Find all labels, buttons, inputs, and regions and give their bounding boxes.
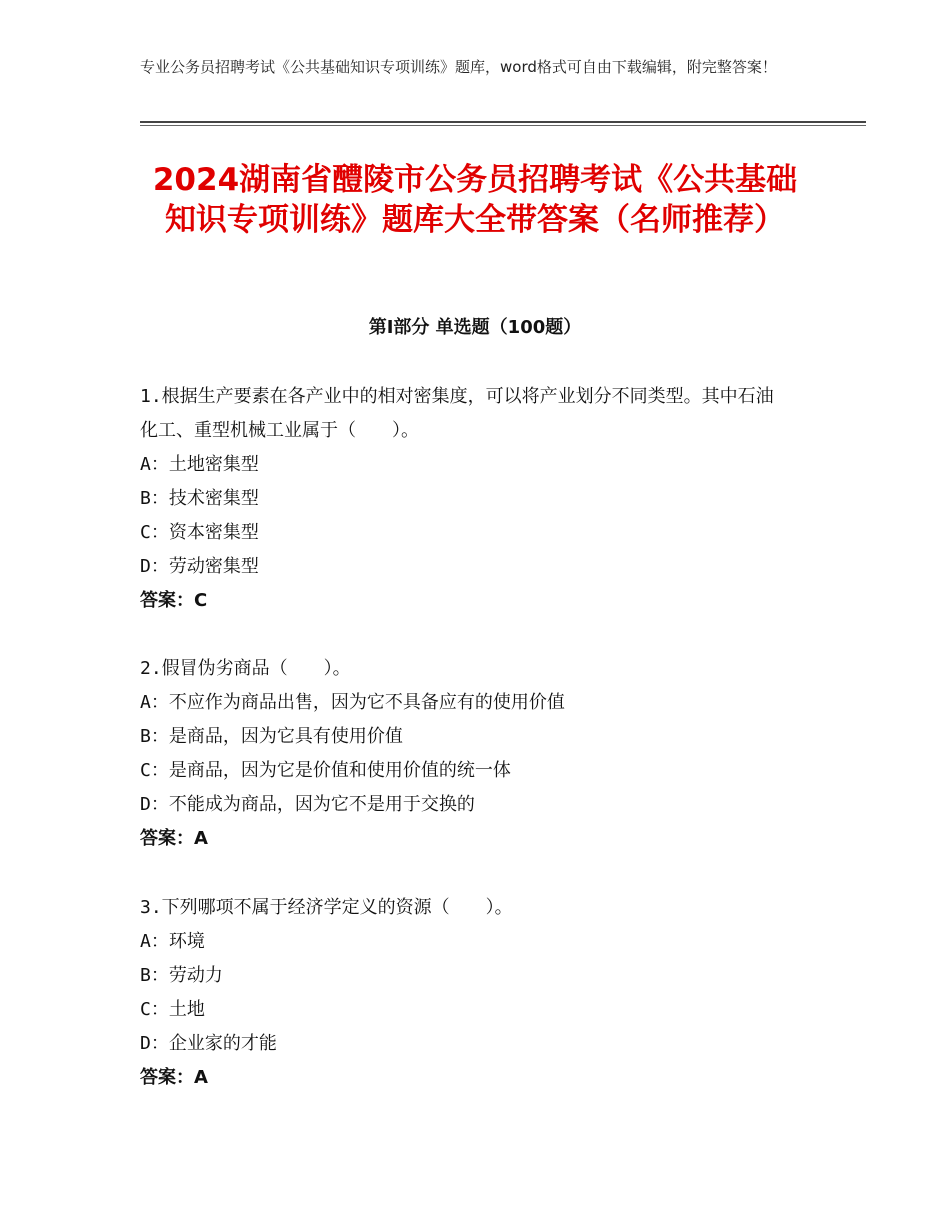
section-title: 第Ⅰ部分 单选题（100题）: [368, 317, 582, 338]
option-d: D：企业家的才能: [140, 1033, 277, 1054]
option-b: B：劳动力: [140, 965, 223, 986]
option-d: D：劳动密集型: [140, 556, 259, 577]
question-2: [140, 652, 790, 856]
question-stem: 3.下列哪项不属于经济学定义的资源（ ）。: [140, 897, 513, 918]
option-c: C：资本密集型: [140, 522, 259, 543]
option-b: B：是商品，因为它具有使用价值: [140, 726, 403, 747]
option-c: C：是商品，因为它是价值和使用价值的统一体: [140, 760, 511, 781]
answer: 答案：A: [140, 828, 208, 849]
option-c: C：土地: [140, 999, 205, 1020]
header-rule-thick: [140, 121, 866, 123]
question-stem: 2.假冒伪劣商品（ ）。: [140, 658, 351, 679]
answer: 答案：A: [140, 1067, 208, 1088]
answer: 答案：C: [140, 590, 208, 611]
document-title: 2024湖南省醴陵市公务员招聘考试《公共基础知识专项训练》题库大全带答案（名师推荐）: [152, 162, 798, 238]
header-note: 专业公务员招聘考试《公共基础知识专项训练》题库，word格式可自由下载编辑，附完整答案！: [140, 58, 777, 76]
option-b: B：技术密集型: [140, 488, 259, 509]
question-stem: 1.根据生产要素在各产业中的相对密集度，可以将产业划分不同类型。其中石油化工、重型机械工业属于（ ）。: [140, 386, 774, 441]
option-a: A：不应作为商品出售，因为它不具备应有的使用价值: [140, 692, 565, 713]
header-rule-thin: [140, 125, 866, 126]
option-d: D：不能成为商品，因为它不是用于交换的: [140, 794, 475, 815]
option-a: A：土地密集型: [140, 454, 259, 475]
option-a: A：环境: [140, 931, 205, 952]
question-1: [140, 380, 790, 618]
question-3: [140, 891, 790, 1095]
